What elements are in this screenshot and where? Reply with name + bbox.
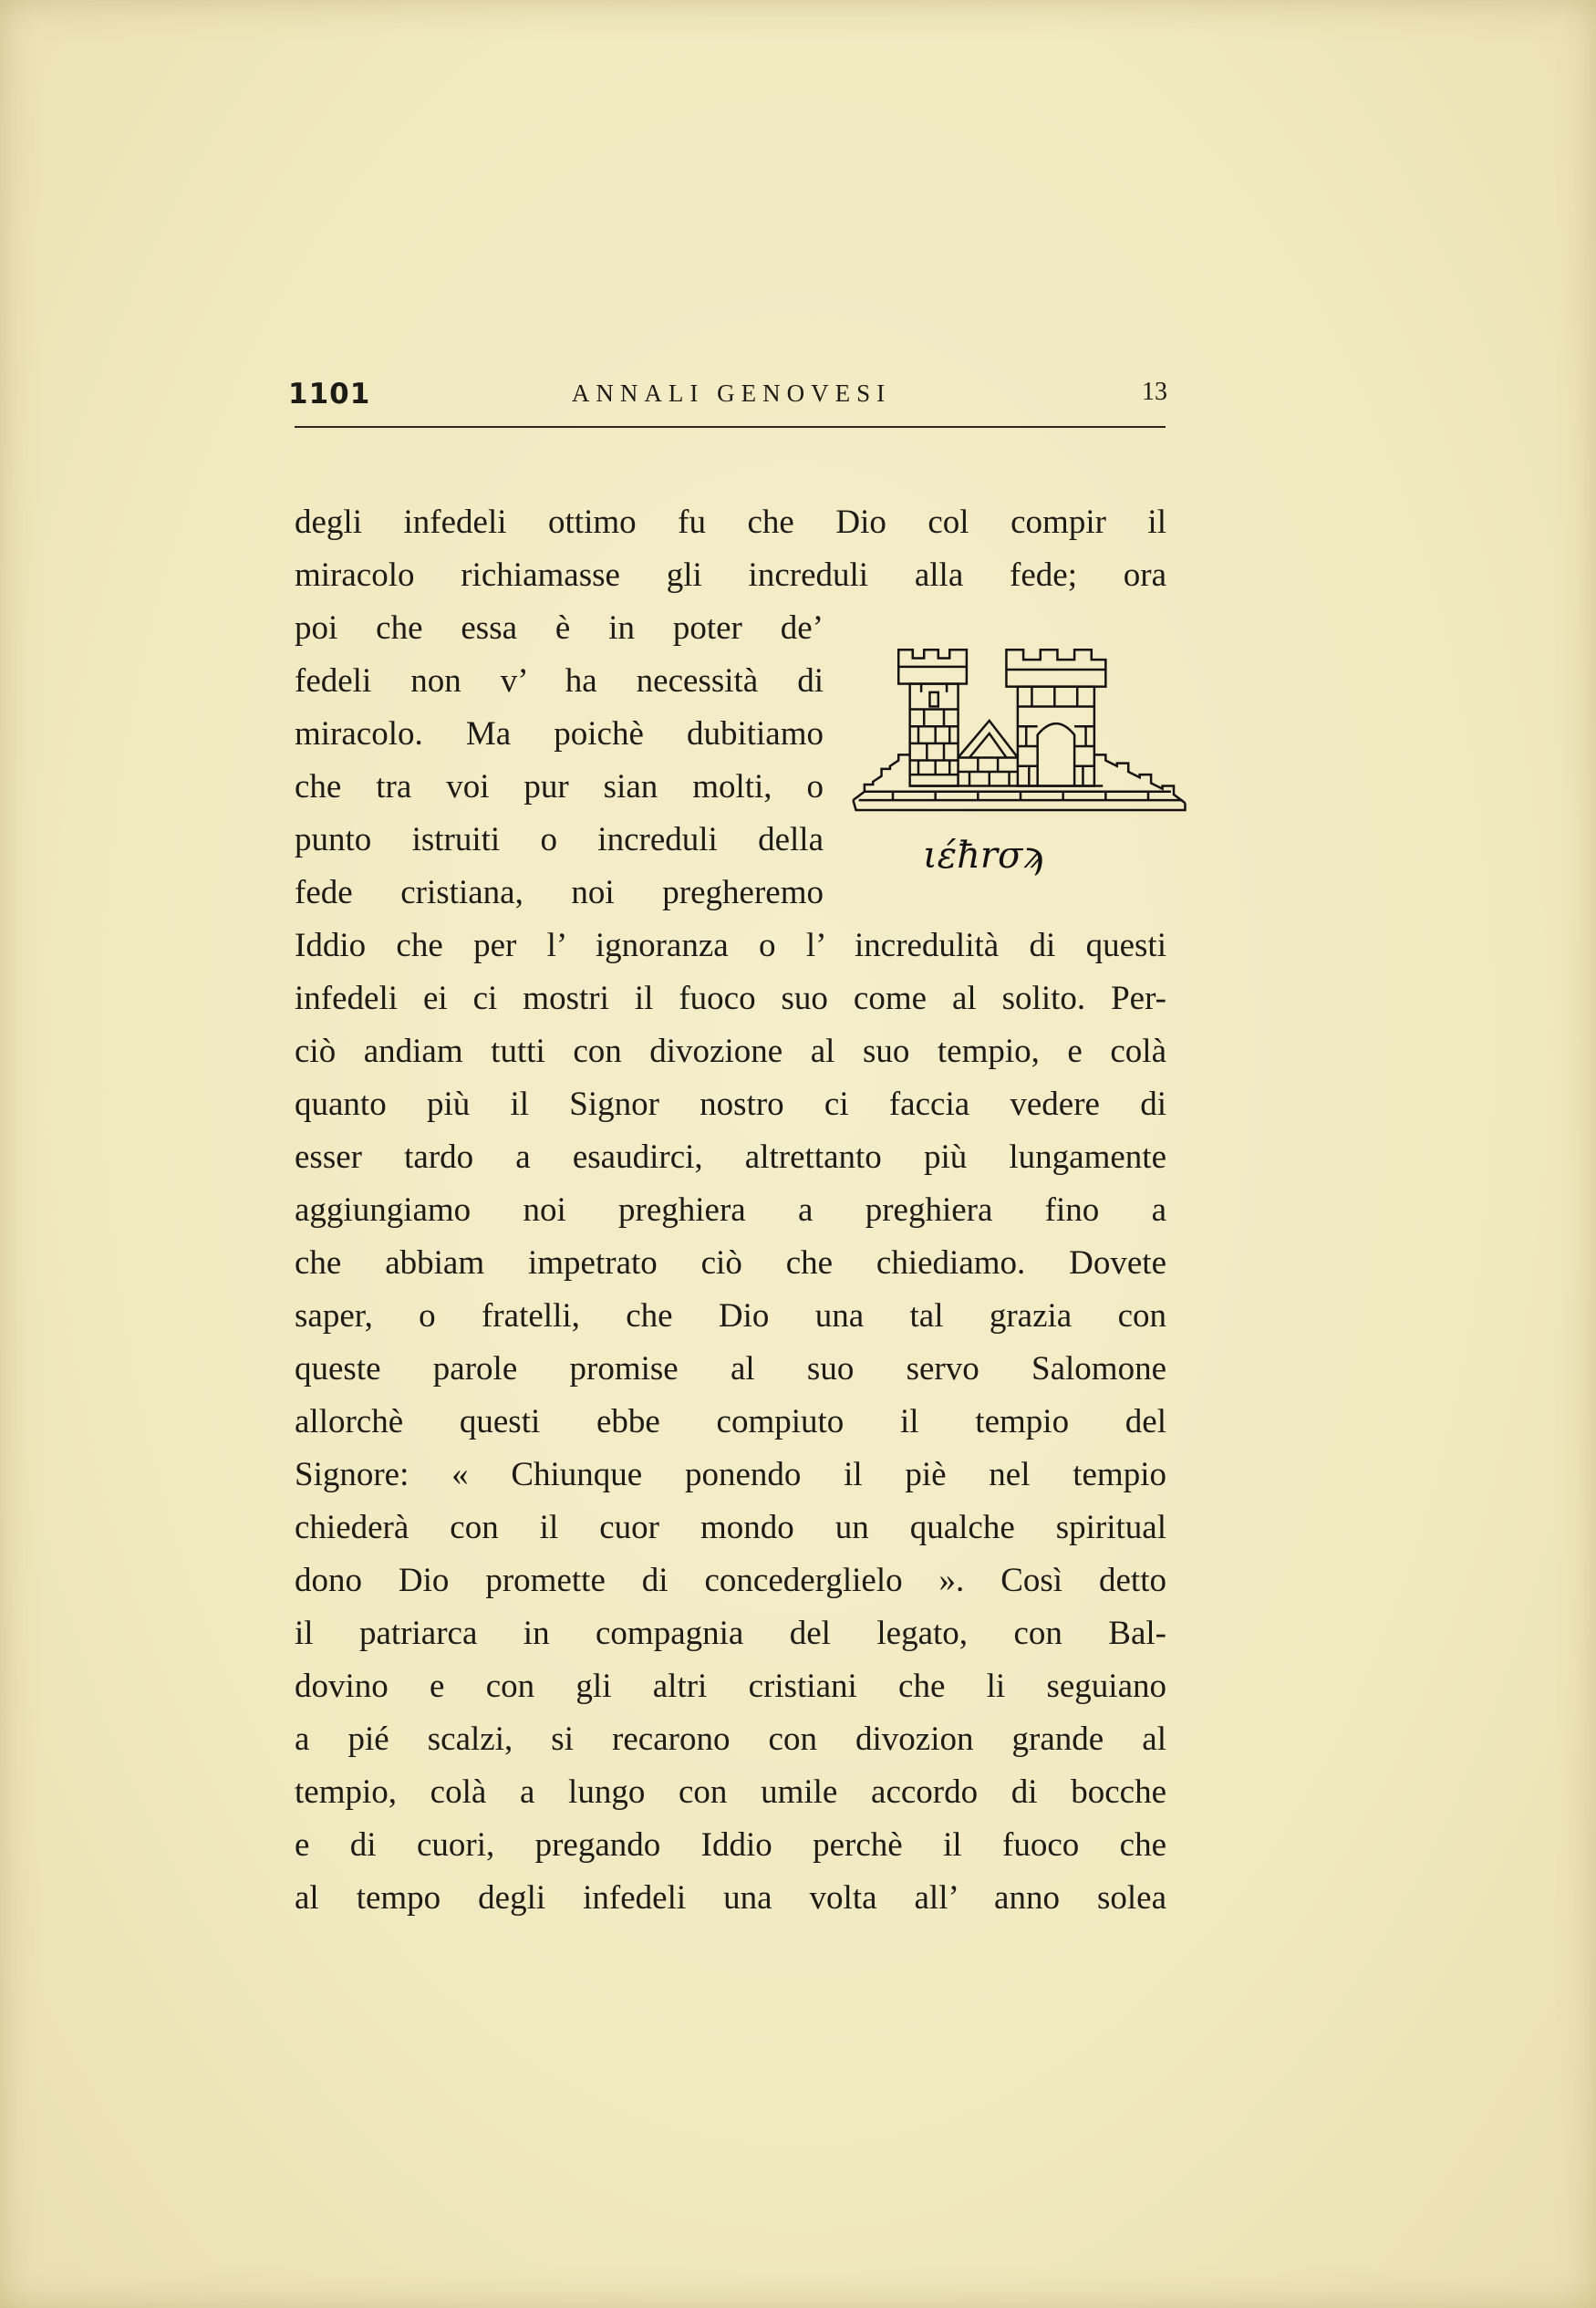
running-title: ANNALI GENOVESI <box>571 379 892 407</box>
text-line: fedeli non v’ ha necessità di <box>295 662 824 700</box>
figure-caption: ιέħrσϡ <box>923 835 1044 877</box>
text-line: che tra voi pur sian molti, o <box>295 768 824 806</box>
castle-illustration <box>850 644 1191 823</box>
page-number: 13 <box>1142 378 1167 406</box>
text-line: dovino e con gli altri cristiani che li seguiano <box>295 1668 1166 1705</box>
text-line: queste parole promise al suo servo Salomone <box>295 1350 1166 1388</box>
text-line: quanto più il Signor nostro ci faccia vedere di <box>295 1086 1166 1123</box>
text-line: fede cristiana, noi pregheremo <box>295 874 824 911</box>
text-line: tempio, colà a lungo con umile accordo di bocche <box>295 1773 1166 1811</box>
text-line: miracolo. Ma poichè dubitiamo <box>295 715 824 753</box>
text-line: punto istruiti o increduli della <box>295 821 824 858</box>
central-roof <box>959 721 1018 786</box>
text-line: Signore: « Chiunque ponendo il piè nel tempio <box>295 1456 1166 1493</box>
text-line: e di cuori, pregando Iddio perchè il fuoco che <box>295 1826 1166 1864</box>
text-line: Iddio che per l’ ignoranza o l’ incredulità di questi <box>295 927 1166 964</box>
text-line: saper, o fratelli, che Dio una tal grazia con <box>295 1297 1166 1335</box>
base-wall <box>853 754 1185 810</box>
right-tower <box>1006 650 1105 785</box>
text-line: degli infedeli ottimo fu che Dio col compir il <box>295 504 1166 541</box>
text-line: chiederà con il cuor mondo un qualche spiritual <box>295 1509 1166 1546</box>
text-line: che abbiam impetrato ciò che chiediamo. Dovete <box>295 1244 1166 1282</box>
text-line: dono Dio promette di concederglielo ». Così detto <box>295 1562 1166 1599</box>
text-line: miracolo richiamasse gli increduli alla fede; ora <box>295 556 1166 594</box>
text-line: il patriarca in compagnia del legato, con Bal- <box>295 1615 1166 1652</box>
left-tower <box>898 650 967 785</box>
text-line: infedeli ei ci mostri il fuoco suo come al solito. Per- <box>295 980 1166 1017</box>
text-line: allorchè questi ebbe compiuto il tempio del <box>295 1403 1166 1440</box>
text-line: esser tardo a esaudirci, altrettanto più lungamente <box>295 1138 1166 1176</box>
text-line: a pié scalzi, si recarono con divozion grande al <box>295 1721 1166 1758</box>
text-line: ciò andiam tutti con divozione al suo tempio, e colà <box>295 1033 1166 1070</box>
text-line: poi che essa è in poter de’ <box>295 609 824 647</box>
header-year: 1101 <box>288 378 371 411</box>
header-rule <box>295 426 1166 428</box>
text-line: aggiungiamo noi preghiera a preghiera fino a <box>295 1191 1166 1229</box>
text-line: al tempo degli infedeli una volta all’ anno solea <box>295 1879 1166 1917</box>
